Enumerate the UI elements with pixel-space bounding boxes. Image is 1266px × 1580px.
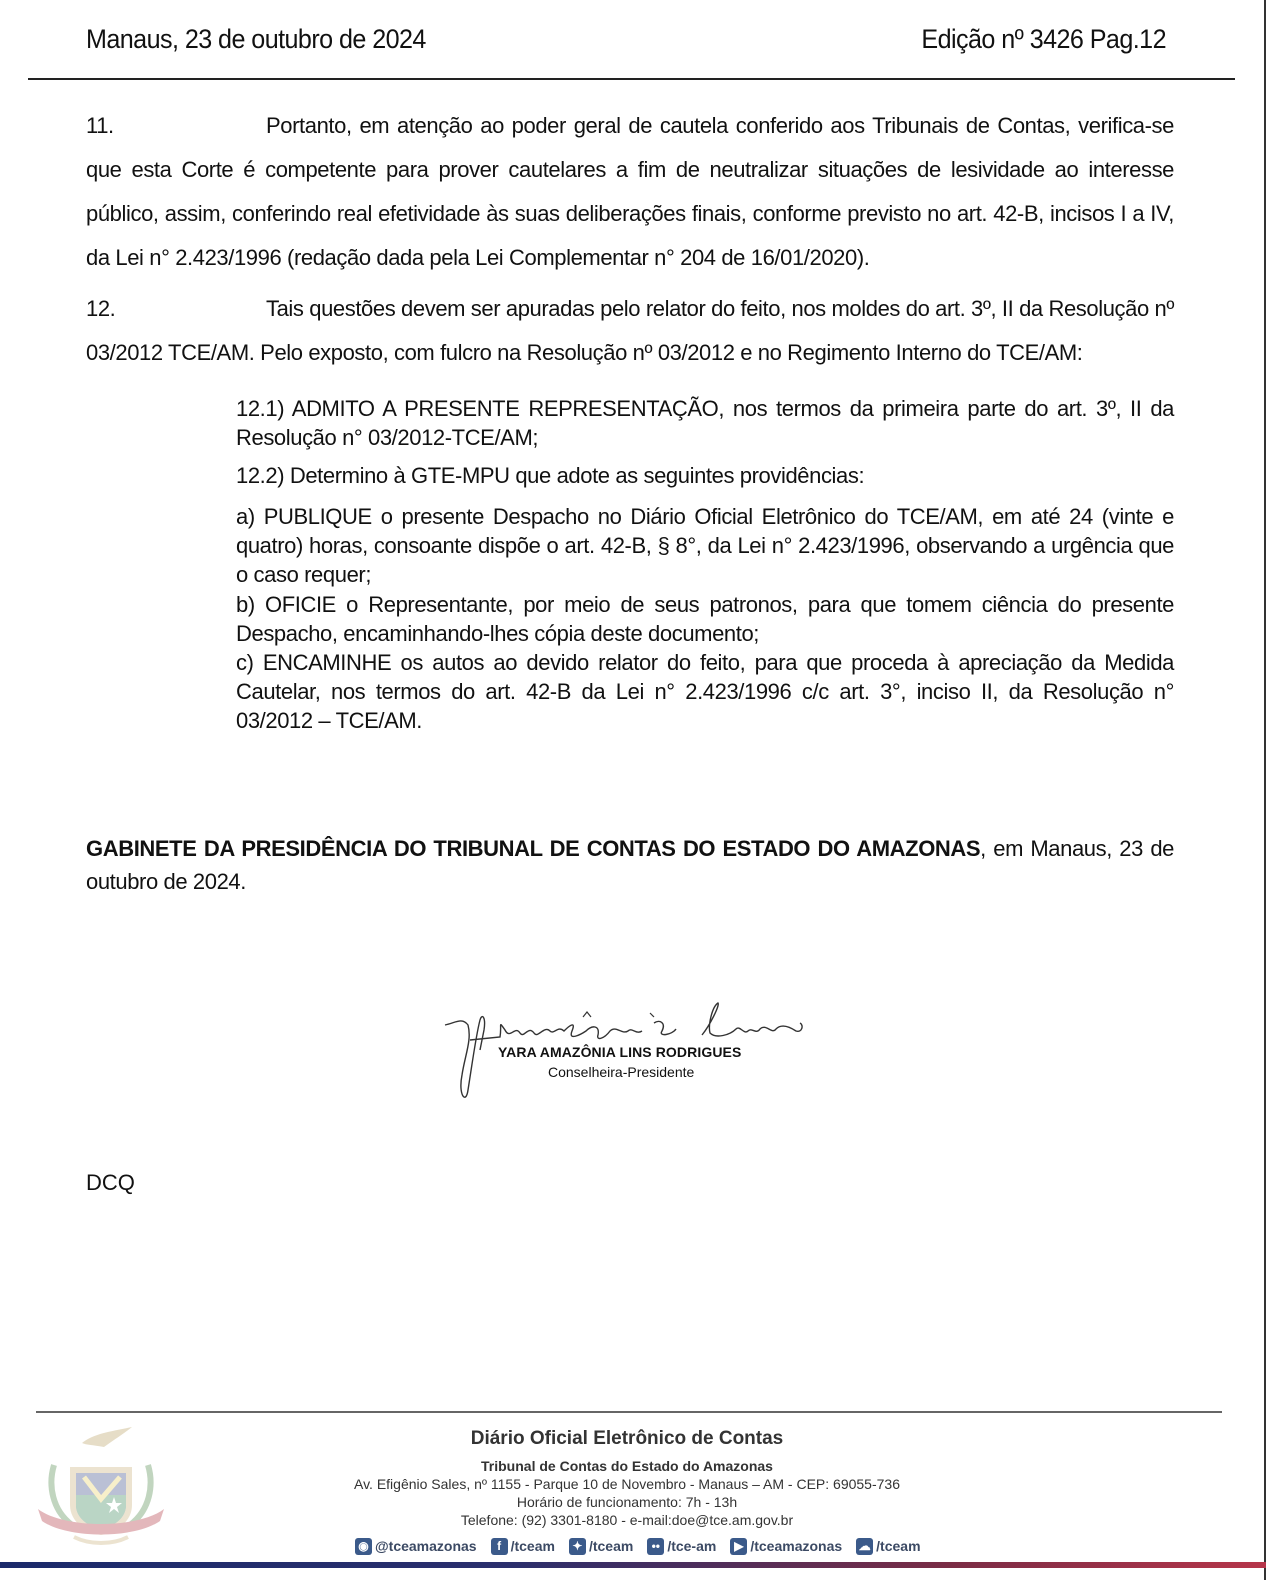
- footer-contact: Telefone: (92) 3301-8180 - e-mail:doe@tce.am.gov.br: [460, 1512, 794, 1528]
- item-b: b) OFICIE o Representante, por meio de seus patronos, para que tomem ciência do presente Despacho, encaminhando-lhes cópia deste documento;: [236, 592, 1174, 646]
- flickr-icon: ••: [647, 1538, 664, 1555]
- social-handle: /tceam: [588, 1538, 634, 1554]
- paragraph-11: [86, 104, 1174, 280]
- item-12-1: 12.1) ADMITO A PRESENTE REPRESENTAÇÃO, nos termos da primeira parte do art. 3º, II da Resolução n° 03/2012-TCE/AM;: [236, 396, 1174, 450]
- paragraph-12: [86, 287, 1174, 375]
- footer-address: Av. Efigênio Sales, nº 1155 - Parque 10 de Novembro - Manaus – AM - CEP: 69055-736: [354, 1476, 900, 1492]
- soundcloud-icon: ☁: [856, 1538, 873, 1555]
- footer-color-strip: [0, 1562, 1266, 1568]
- facebook-icon: f: [491, 1538, 508, 1555]
- signatory-role: Conselheira-Presidente: [548, 1064, 695, 1080]
- footer-divider: [36, 1411, 1222, 1413]
- youtube-icon: ▶: [730, 1538, 747, 1555]
- paragraph-text: Portanto, em atenção ao poder geral de cautela conferido aos Tribunais de Contas, verifica-se que esta Corte é competente para prover cautelares a fim de neutralizar situações de lesividade ao interesse público, assim, conferindo real efetividade às suas deliberações finais, conforme previsto no art. 42-B, incisos I a IV, da Lei n° 2.423/1996 (redação dada pela Lei Complementar n° 204 de 16/01/2020).: [86, 113, 1174, 270]
- header-date: Manaus, 23 de outubro de 2024: [86, 24, 426, 54]
- social-instagram[interactable]: [355, 1538, 477, 1555]
- social-flickr[interactable]: [647, 1538, 716, 1555]
- paragraph-number: 11.: [86, 113, 114, 138]
- instagram-icon: ◉: [355, 1538, 372, 1555]
- social-handle: @tceamazonas: [375, 1538, 477, 1554]
- social-facebook[interactable]: [491, 1538, 555, 1555]
- footer-org: Tribunal de Contas do Estado do Amazonas: [481, 1458, 773, 1474]
- item-a: a) PUBLIQUE o presente Despacho no Diário Oficial Eletrônico do TCE/AM, em até 24 (vinte e quatro) horas, consoante dispõe o art. 42-B, § 8°, da Lei n° 2.423/1996, observando a urgência que o caso requer;: [236, 504, 1174, 587]
- item-c: c) ENCAMINHE os autos ao devido relator do feito, para que proceda à apreciação da Medida Cautelar, nos termos do art. 42-B da Lei n° 2.423/1996 c/c art. 3°, inciso II, da Resolução n° 03/2012 – TCE/AM.: [236, 650, 1174, 733]
- social-twitter[interactable]: [569, 1538, 633, 1555]
- closing-bold: GABINETE DA PRESIDÊNCIA DO TRIBUNAL DE CONTAS DO ESTADO DO AMAZONAS: [86, 836, 981, 861]
- twitter-icon: ✦: [569, 1538, 586, 1555]
- item-12-2: 12.2) Determino à GTE-MPU que adote as seguintes providências:: [236, 463, 865, 488]
- author-initials: DCQ: [86, 1170, 135, 1195]
- social-soundcloud[interactable]: [856, 1538, 920, 1555]
- footer-hours: Horário de funcionamento: 7h - 13h: [516, 1494, 738, 1510]
- header-edition: Edição nº 3426 Pag.12: [921, 24, 1166, 54]
- social-handle: /tce-am: [667, 1538, 717, 1554]
- social-links: [355, 1536, 921, 1556]
- paragraph-text: Tais questões devem ser apuradas pelo relator do feito, nos moldes do art. 3º, II da Resolução nº 03/2012 TCE/AM. Pelo exposto, com fulcro na Resolução nº 03/2012 e no Regimento Interno do TCE/AM:: [86, 296, 1174, 365]
- paragraph-number: 12.: [86, 296, 116, 321]
- social-handle: /tceam: [510, 1538, 555, 1554]
- footer-title: Diário Oficial Eletrônico de Contas: [470, 1428, 784, 1449]
- closing-rest: , em Manaus, 23 de outubro de 2024.: [86, 836, 1174, 894]
- header-divider: [28, 78, 1235, 80]
- signatory-name: YARA AMAZÔNIA LINS RODRIGUES: [498, 1044, 742, 1060]
- closing-statement: [86, 832, 1174, 898]
- social-handle: /tceam: [876, 1538, 921, 1554]
- social-handle: /tceamazonas: [750, 1538, 843, 1554]
- social-youtube[interactable]: [730, 1538, 842, 1555]
